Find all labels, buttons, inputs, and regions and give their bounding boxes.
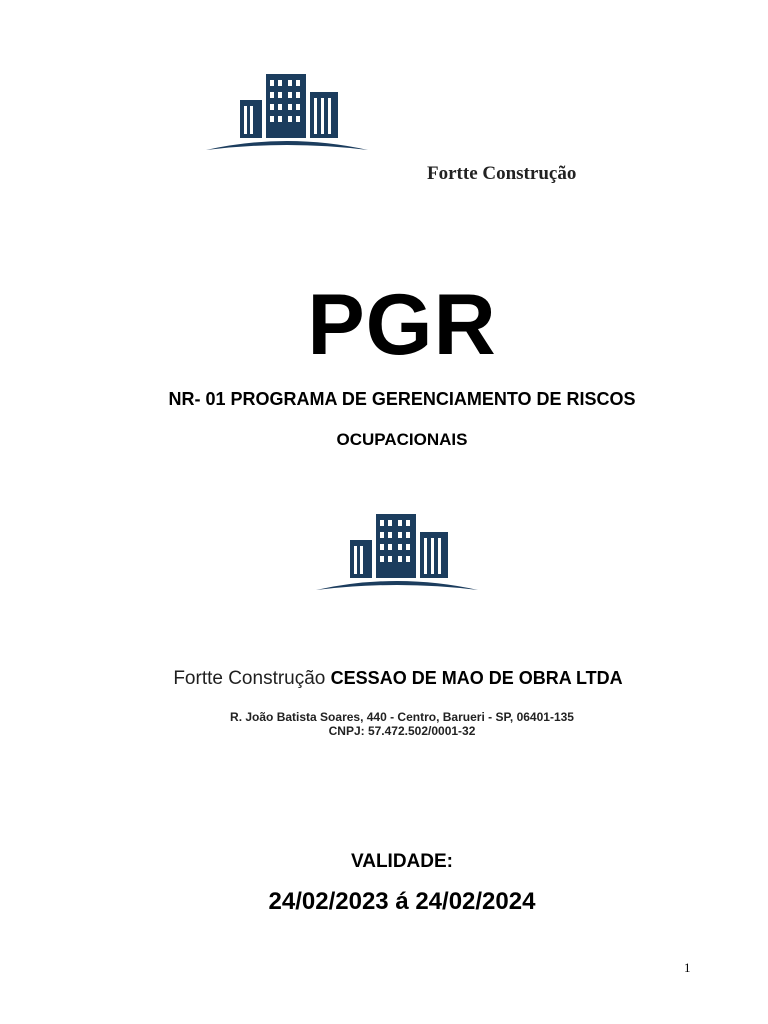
validity-dates: 24/02/2023 á 24/02/2024 xyxy=(268,888,536,915)
company-full-name xyxy=(0,668,768,690)
document-title: PGR xyxy=(307,277,497,373)
company-logo-top xyxy=(204,70,370,154)
company-name-rest: CESSAO DE MAO DE OBRA LTDA xyxy=(330,668,623,688)
document-subtitle-line1: NR- 01 PROGRAMA DE GERENCIAMENTO DE RISCOS xyxy=(168,389,636,409)
company-logo-middle xyxy=(314,510,480,594)
company-address: R. João Batista Soares, 440 - Centro, Barueri - SP, 06401-135 xyxy=(230,710,574,724)
company-cnpj: CNPJ: 57.472.502/0001-32 xyxy=(328,724,476,738)
validity-label: VALIDADE: xyxy=(350,851,454,872)
header-company-name: Fortte Construção xyxy=(427,163,577,184)
company-name: Fortte Construção xyxy=(173,668,326,689)
buildings-logo-icon xyxy=(316,514,478,590)
page-number: 1 xyxy=(684,960,691,975)
document-subtitle-line2: OCUPACIONAIS xyxy=(336,430,468,449)
buildings-logo-icon xyxy=(206,74,368,150)
